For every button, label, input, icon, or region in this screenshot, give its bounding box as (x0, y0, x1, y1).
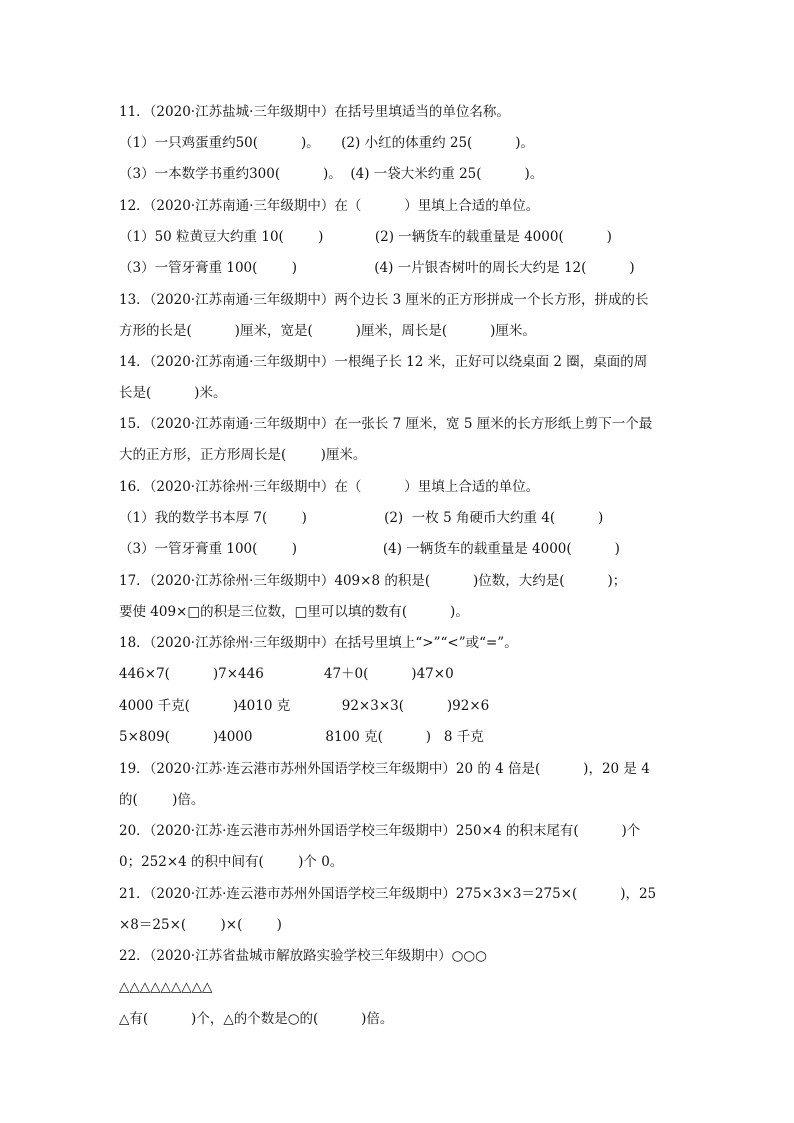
problem-21-line-2: ×8＝25×( )×( ) (119, 917, 282, 933)
problem-11-line-1: （1）一只鸡蛋重约50( )。 (2) 小红的体重约 25( )。 (119, 135, 534, 151)
problem-22-line-1: 22．（2020·江苏省盐城市解放路实验学校三年级期中）○○○ (119, 948, 487, 964)
problem-22-triangles: △△△△△△△△△ (119, 979, 213, 995)
problem-12-title: 12．（2020·江苏南通·三年级期中）在（ ）里填上合适的单位。 (119, 198, 540, 214)
problem-19-line-2: 的( )倍。 (119, 792, 205, 808)
problem-14-line-2: 长是( )米。 (119, 385, 227, 401)
problem-14-line-1: 14．（2020·江苏南通·三年级期中）一根绳子长 12 米，正好可以绕桌面 2 圈，桌面的周 (119, 354, 648, 370)
problem-21-line-1: 21．（2020·江苏·连云港市苏州外国语学校三年级期中）275×3×3＝275×( )，25 (119, 886, 657, 902)
problem-17-line-1: 17．（2020·江苏徐州·三年级期中）409×8 的积是( )位数，大约是( )； (119, 573, 627, 589)
problem-16-line-2: （3）一管牙膏重 100( ) (4) 一辆货车的载重量是 4000( ) (119, 541, 620, 557)
problem-20-line-2: 0；252×4 的积中间有( )个 0。 (119, 854, 344, 870)
problem-15-line-2: 大的正方形，正方形周长是( )厘米。 (119, 447, 367, 463)
problem-17-line-2: 要使 409×□的积是三位数，□里可以填的数有( )。 (119, 604, 469, 620)
problem-11-line-2: （3）一本数学书重约300( )。 (4) 一袋大米约重 25( )。 (119, 166, 544, 182)
problem-20-line-1: 20．（2020·江苏·连云港市苏州外国语学校三年级期中）250×4 的积末尾有( )个 (119, 823, 641, 839)
problem-12-line-2: （3）一管牙膏重 100( ) (4) 一片银杏树叶的周长大约是 12( ) (119, 260, 635, 276)
problem-19-line-1: 19．（2020·江苏·连云港市苏州外国语学校三年级期中）20 的 4 倍是( )，20 是 4 (119, 761, 650, 777)
problem-18-row-2: 4000 千克( )4010 克 92×3×3( )92×6 (119, 698, 490, 714)
problem-18-row-3: 5×809( )4000 8100 克( ) 8 千克 (119, 729, 484, 745)
problem-13-line-1: 13．（2020·江苏南通·三年级期中）两个边长 3 厘米的正方形拼成一个长方形，拼成的长 (119, 292, 649, 308)
problem-18-title: 18．（2020·江苏徐州·三年级期中）在括号里填上“>”“<”或“=”。 (119, 635, 518, 651)
problem-11-title: 11．（2020·江苏盐城·三年级期中）在括号里填适当的单位名称。 (119, 104, 510, 120)
problem-22-line-3: △有( )个，△的个数是○的( )倍。 (119, 1011, 394, 1027)
problem-13-line-2: 方形的长是( )厘米，宽是( )厘米，周长是( )厘米。 (119, 323, 536, 339)
problem-18-row-1: 446×7( )7×446 47＋0( )47×0 (119, 666, 454, 682)
problem-16-line-1: （1）我的数学书本厚 7( ) (2) 一枚 5 角硬币大约重 4( ) (119, 510, 604, 526)
problem-12-line-1: （1）50 粒黄豆大约重 10( ) (2) 一辆货车的载重量是 4000( ) (119, 229, 612, 245)
problem-16-title: 16．（2020·江苏徐州·三年级期中）在（ ）里填上合适的单位。 (119, 479, 540, 495)
problem-15-line-1: 15．（2020·江苏南通·三年级期中）在一张长 7 厘米，宽 5 厘米的长方形纸上剪下一个最 (119, 416, 653, 432)
